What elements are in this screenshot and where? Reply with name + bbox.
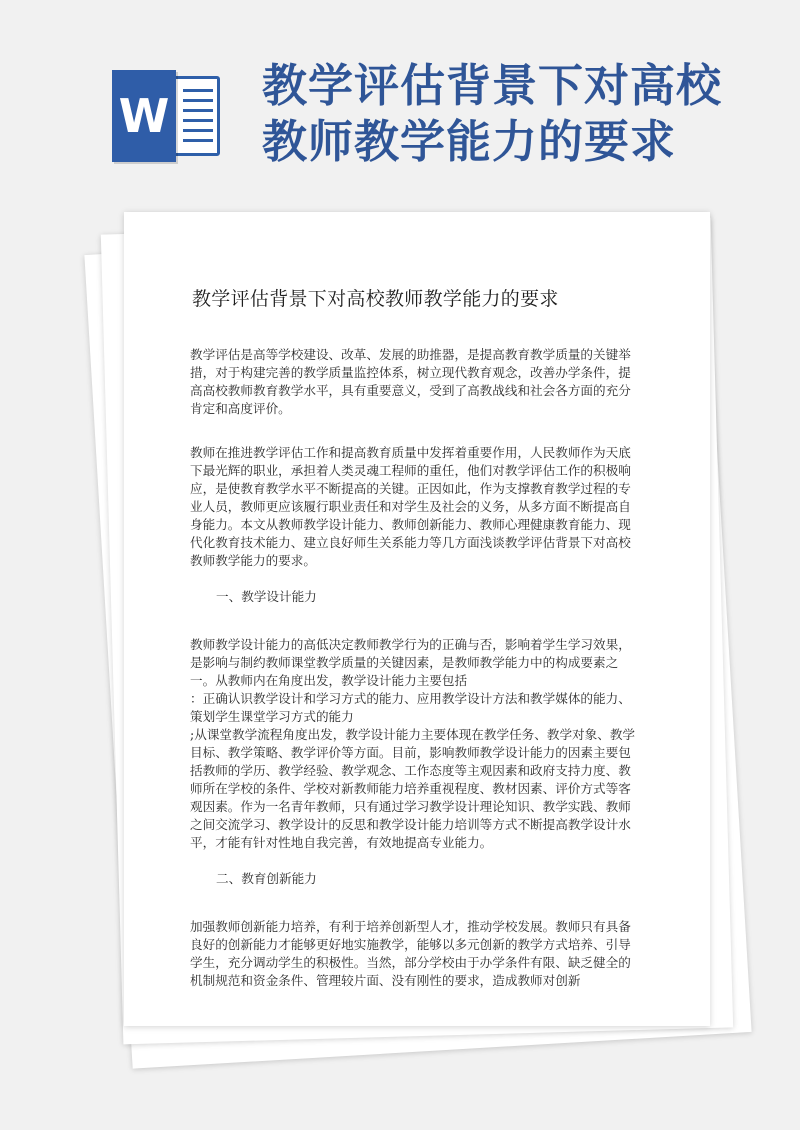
word-document-icon xyxy=(112,70,222,162)
page-title-line-2: 教师教学能力的要求 xyxy=(262,115,677,168)
page-title xyxy=(262,58,782,170)
document-title: 教学评估背景下对高校教师教学能力的要求 xyxy=(192,288,559,310)
document-body xyxy=(190,346,640,990)
section-heading-design: 一、教学设计能力 xyxy=(216,589,317,604)
document-page xyxy=(124,212,710,1026)
paragraph-design-3: ;从课堂教学流程角度出发，教学设计能力主要体现在教学任务、教学对象、教学目标、教学策略、教学评价等方面。目前，影响教师教学设计能力的因素主要包括教师的学历、教学经验、教学观念、工作态度等主观因素和政府支持力度、教师所在学校的条件、学校对新教师能力培养重视程度、教材因素、评价方式等客观因素。作为一名青年教师，只有通过学习教学设计理论知识、教学实践、教师之间交流学习、教学设计的反思和教学设计能力培训等方式不断提高教学设计水平，才能有针对性地自我完善，有效地提高专业能力。 xyxy=(190,727,636,850)
page-title-line-1: 教学评估背景下对高校 xyxy=(262,59,723,112)
word-letter-badge: W xyxy=(112,70,176,162)
paragraph-teacher-role: 教师在推进教学评估工作和提高教育质量中发挥着重要作用，人民教师作为天底下最光辉的职业，承担着人类灵魂工程师的重任，他们对教学评估工作的积极响应，是使教育教学水平不断提高的关键。正因如此，作为支撑教育教学过程的专业人员，教师更应该履行职业责任和对学生及社会的义务，从多方面不断提高自身能力。本文从教师教学设计能力、教师创新能力、教师心理健康教育能力、现代化教育技术能力、建立良好师生关系能力等几方面浅谈教学评估背景下对高校教师教学能力的要求。 xyxy=(190,445,631,568)
header xyxy=(0,0,800,190)
paragraph-innovation: 加强教师创新能力培养，有利于培养创新型人才，推动学校发展。教师只有具备良好的创新能力才能够更好地实施教学，能够以多元创新的教学方式培养、引导学生，充分调动学生的积极性。当然，部分学校由于办学条件有限、缺乏健全的机制规范和资金条件、管理较片面、没有刚性的要求，造成教师对创新 xyxy=(190,919,631,988)
paragraph-design-2: ：正确认识教学设计和学习方式的能力、应用教学设计方法和教学媒体的能力、策划学生课堂学习方式的能力 xyxy=(190,691,631,724)
paragraph-intro: 教学评估是高等学校建设、改革、发展的助推器，是提高教育教学质量的关键举措，对于构建完善的教学质量监控体系，树立现代教育观念，改善办学条件，提高高校教师教育教学水平，具有重要意义，受到了高教战线和社会各方面的充分肯定和高度评价。 xyxy=(190,347,631,416)
paragraph-design-1: 教师教学设计能力的高低决定教师教学行为的正确与否，影响着学生学习效果，是影响与制约教师课堂教学质量的关键因素，是教师教学能力中的构成要素之一。从教师内在角度出发，教学设计能力主要包括 xyxy=(190,637,631,688)
section-heading-innovation: 二、教育创新能力 xyxy=(216,871,317,886)
